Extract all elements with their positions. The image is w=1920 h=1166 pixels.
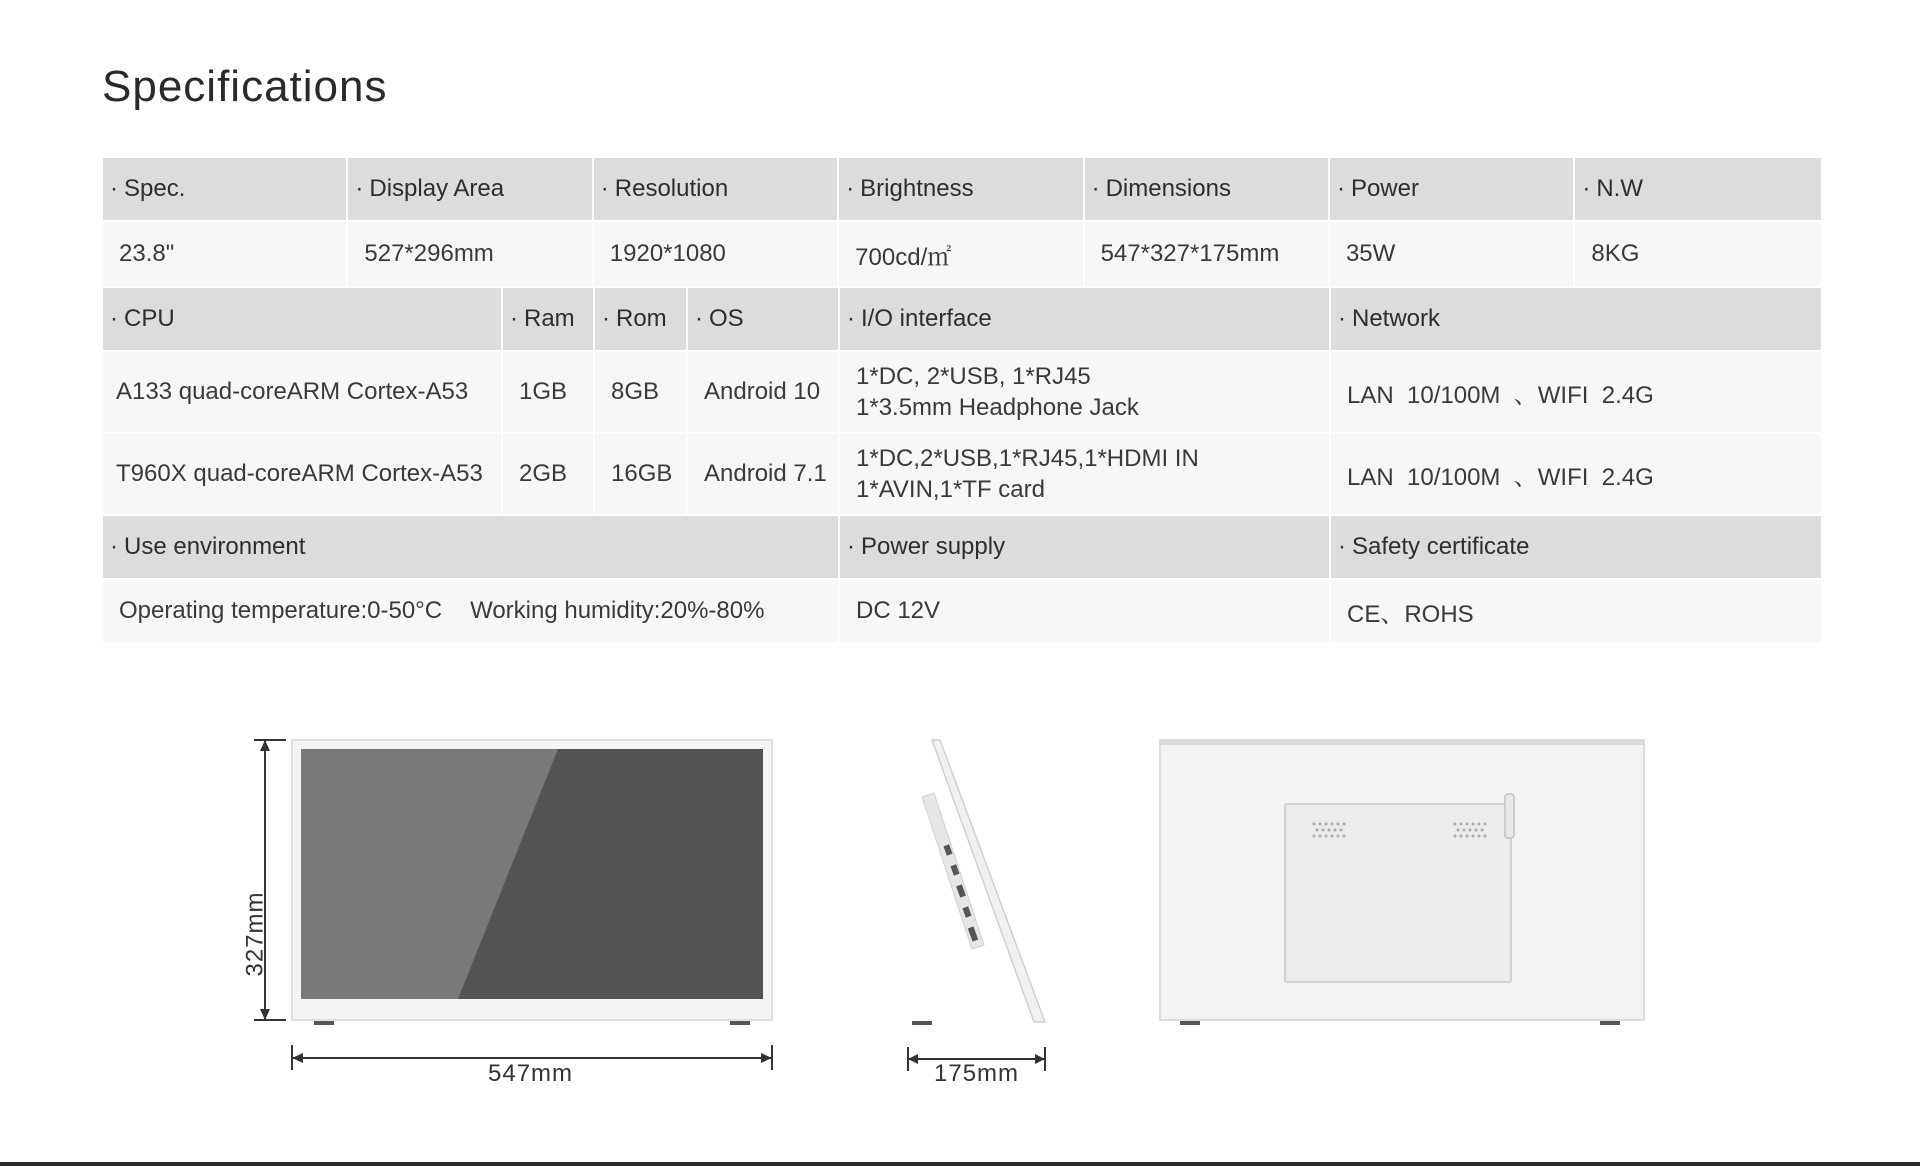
value-power: 35W	[1330, 222, 1575, 286]
operating-temperature: Operating temperature:0-50°C	[119, 597, 443, 624]
value-ram: 2GB	[503, 434, 595, 514]
back-view-image	[1158, 738, 1648, 1038]
value-rom: 8GB	[595, 352, 688, 432]
general-value-row	[103, 220, 1821, 286]
value-network: LAN 10/100M 、WIFI 2.4G	[1331, 352, 1821, 432]
product-figures	[0, 720, 1920, 1100]
header-os: · OS	[688, 288, 840, 350]
header-brightness: · Brightness	[839, 158, 1084, 220]
page-title: Specifications	[102, 62, 388, 111]
header-network: · Network	[1331, 288, 1821, 350]
front-view-image	[230, 735, 790, 1075]
io-line-2: 1*3.5mm Headphone Jack	[856, 394, 1139, 421]
header-net-weight: · N.W	[1575, 158, 1820, 220]
io-line-2: 1*AVIN,1*TF card	[856, 476, 1045, 503]
height-dimension-label: 327mm	[241, 891, 269, 977]
depth-dimension-label: 175mm	[934, 1060, 1020, 1087]
header-io-interface: · I/O interface	[840, 288, 1331, 350]
header-power: · Power	[1330, 158, 1575, 220]
value-net-weight: 8KG	[1575, 222, 1820, 286]
header-display-area: · Display Area	[348, 158, 593, 220]
value-cpu: A133 quad-coreARM Cortex-A53	[103, 352, 503, 432]
environment-header-row	[103, 514, 1821, 578]
value-dimensions: 547*327*175mm	[1085, 222, 1330, 286]
model-row-t960x	[103, 432, 1821, 514]
general-header-row	[103, 158, 1821, 220]
header-power-supply: · Power supply	[840, 516, 1331, 578]
value-power-supply: DC 12V	[840, 580, 1331, 642]
value-display-area: 527*296mm	[348, 222, 593, 286]
side-view-image	[900, 735, 1050, 1075]
header-use-environment: · Use environment	[103, 516, 840, 578]
header-dimensions: · Dimensions	[1085, 158, 1330, 220]
width-dimension-label: 547mm	[488, 1060, 574, 1087]
io-line-1: 1*DC,2*USB,1*RJ45,1*HDMI IN	[856, 445, 1199, 472]
value-network: LAN 10/100M 、WIFI 2.4G	[1331, 434, 1821, 514]
environment-value-row	[103, 578, 1821, 642]
value-rom: 16GB	[595, 434, 688, 514]
value-io-interface	[840, 352, 1331, 432]
value-brightness: 700cd/㎡	[839, 222, 1084, 286]
value-os: Android 10	[688, 352, 840, 432]
header-ram: · Ram	[503, 288, 595, 350]
value-resolution: 1920*1080	[594, 222, 839, 286]
header-resolution: · Resolution	[594, 158, 839, 220]
value-safety-certificate: CE、ROHS	[1331, 580, 1821, 642]
value-io-interface	[840, 434, 1331, 514]
value-os: Android 7.1	[688, 434, 840, 514]
model-row-a133	[103, 350, 1821, 432]
io-line-1: 1*DC, 2*USB, 1*RJ45	[856, 363, 1091, 390]
header-spec: · Spec.	[103, 158, 348, 220]
value-cpu: T960X quad-coreARM Cortex-A53	[103, 434, 503, 514]
value-ram: 1GB	[503, 352, 595, 432]
value-use-environment	[103, 580, 840, 642]
value-spec: 23.8"	[103, 222, 348, 286]
hardware-header-row	[103, 286, 1821, 350]
header-safety-certificate: · Safety certificate	[1331, 516, 1821, 578]
bottom-border	[0, 1162, 1920, 1166]
working-humidity: Working humidity:20%-80%	[470, 597, 765, 624]
header-rom: · Rom	[595, 288, 688, 350]
header-cpu: · CPU	[103, 288, 503, 350]
spec-table	[103, 158, 1821, 642]
